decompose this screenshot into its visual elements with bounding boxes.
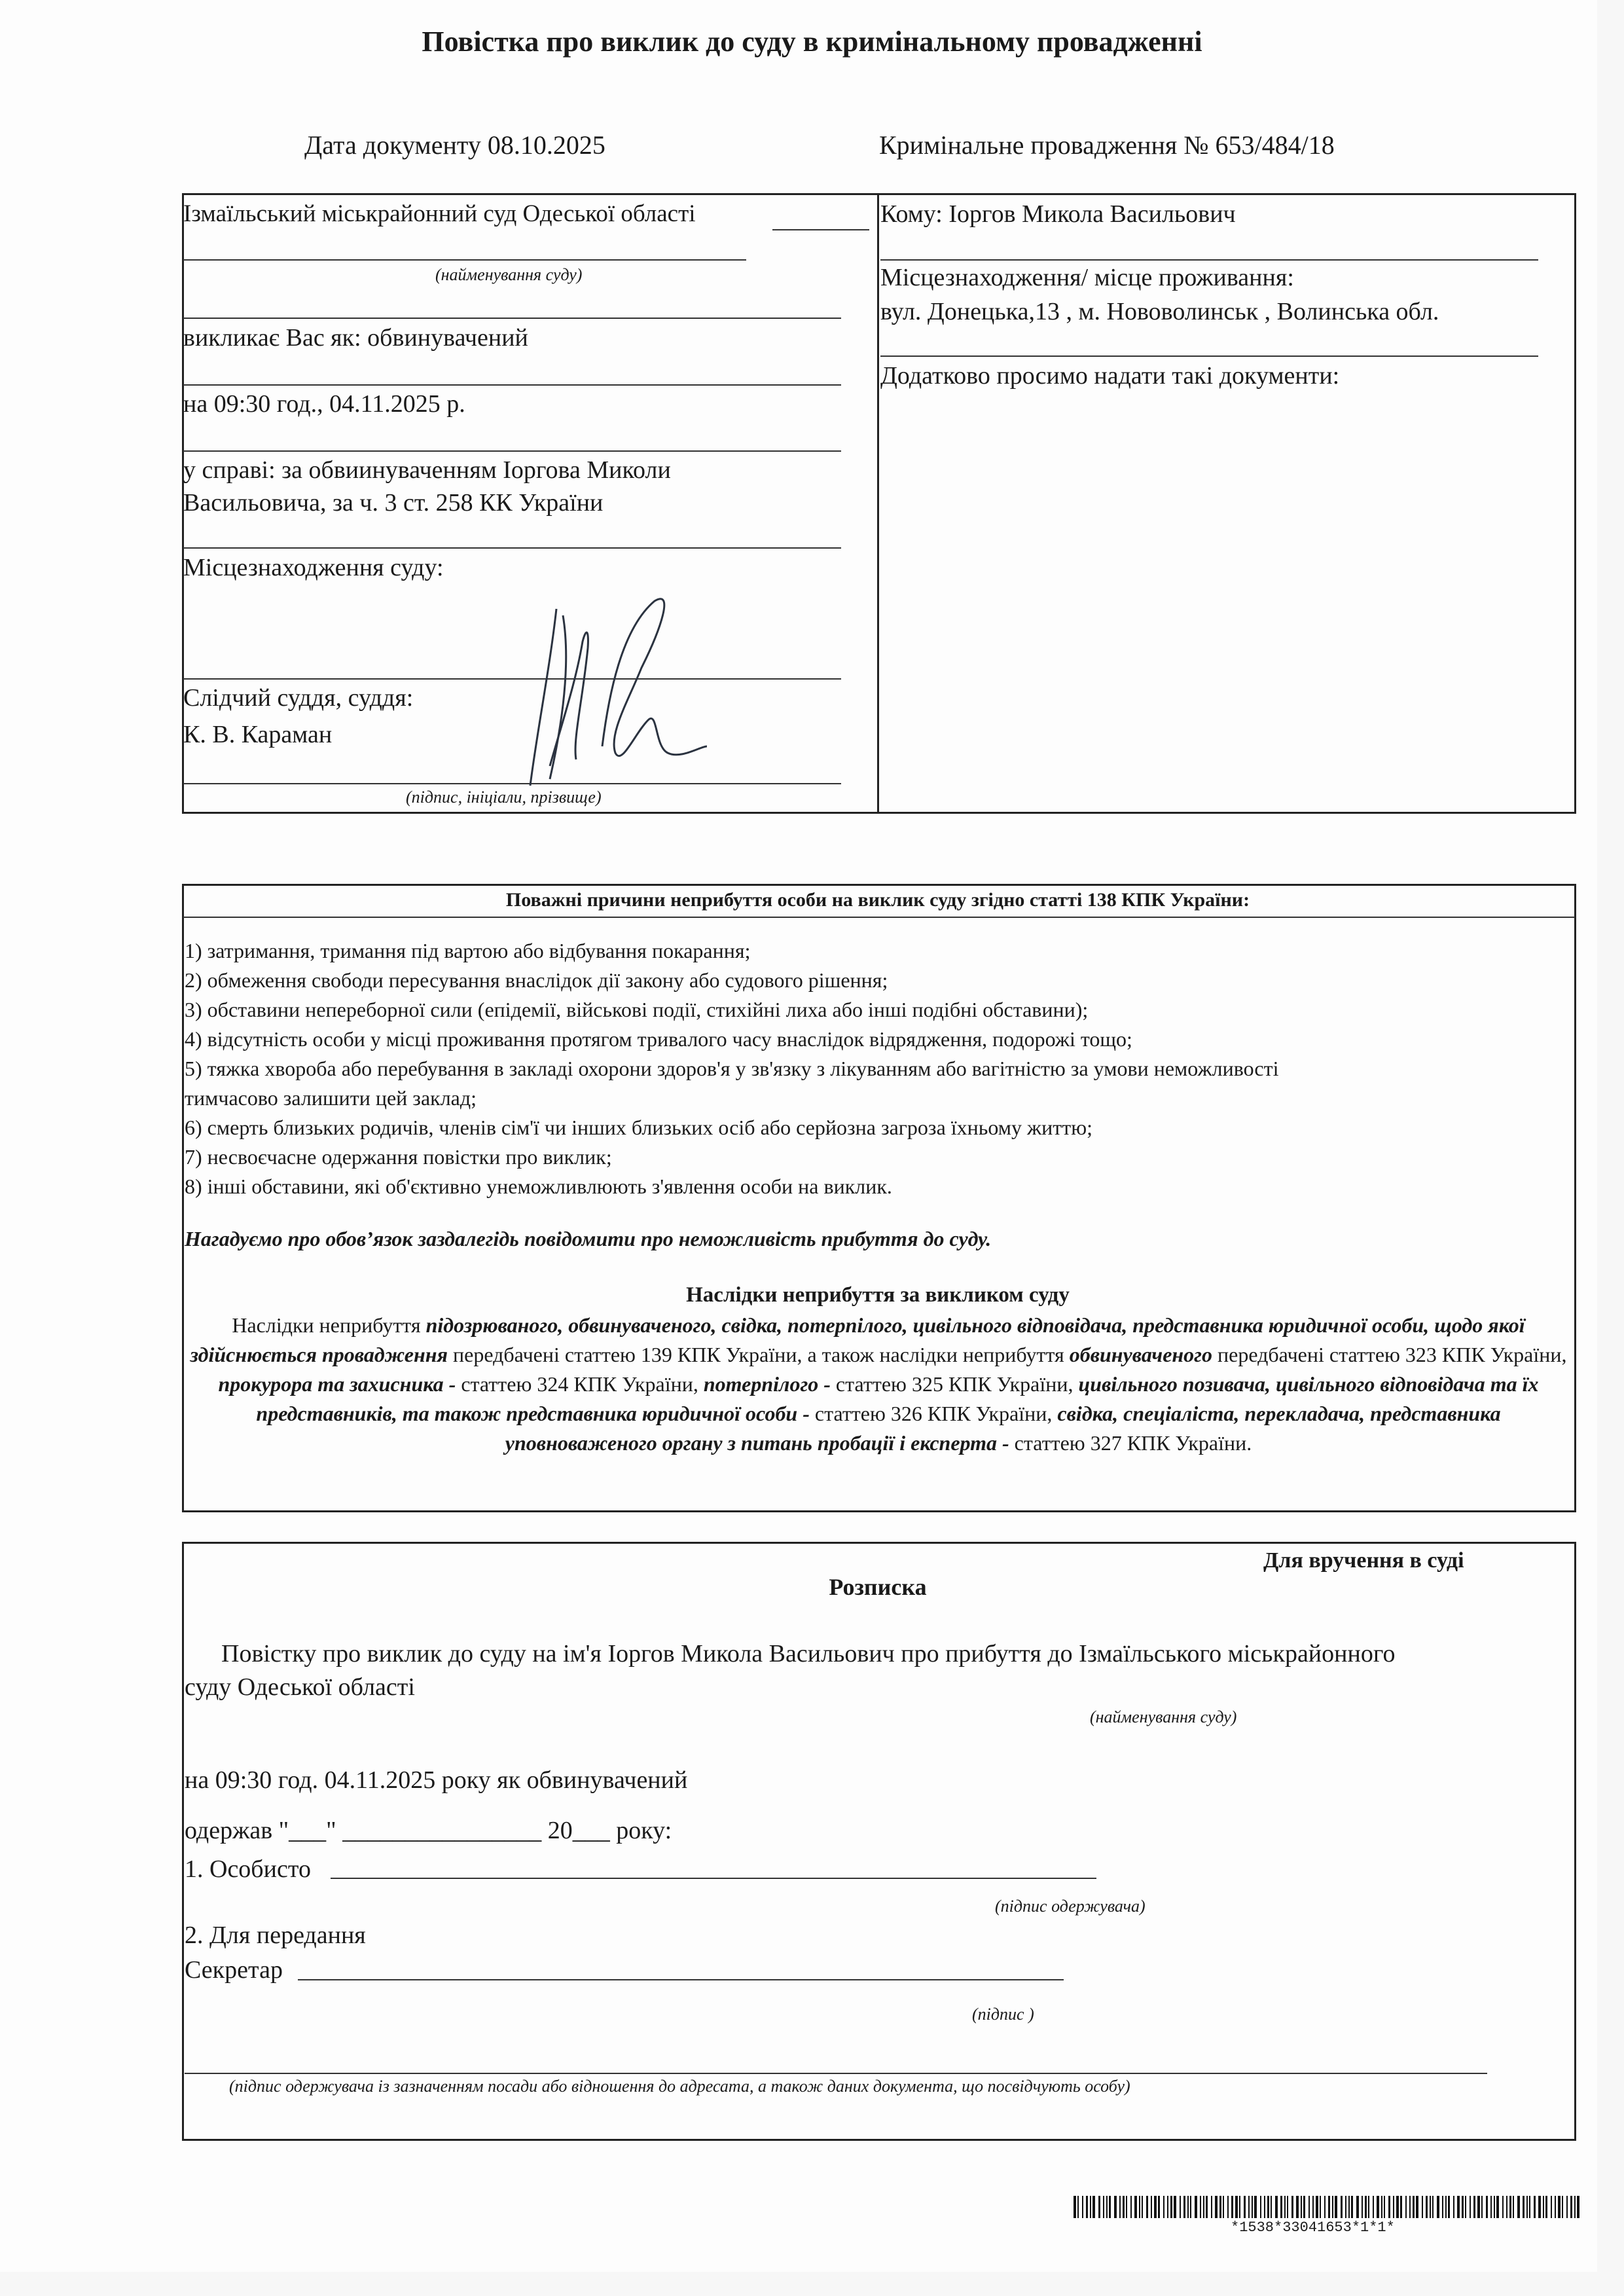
separator <box>183 318 841 319</box>
barcode-bar <box>1248 2196 1250 2218</box>
barcode-bar <box>1345 2196 1346 2218</box>
consequences-title: Наслідки неприбуття за викликом суду <box>686 1283 1070 1307</box>
barcode-bar <box>1324 2196 1326 2218</box>
barcode-bar <box>1163 2196 1164 2218</box>
barcode-bar <box>1432 2196 1434 2218</box>
barcode-bar <box>1494 2196 1495 2218</box>
barcode-bar <box>1103 2196 1104 2218</box>
barcode-bar <box>1341 2196 1343 2218</box>
barcode-bar <box>1174 2196 1176 2218</box>
barcode-bar <box>1577 2196 1579 2218</box>
barcode-bar <box>1203 2196 1204 2218</box>
barcode-bar <box>1291 2196 1293 2218</box>
reasons-title-line <box>183 917 1575 918</box>
barcode-bar <box>1373 2196 1374 2218</box>
barcode-bar <box>1092 2196 1095 2218</box>
barcode-bar <box>1200 2196 1201 2218</box>
barcode-bar <box>1312 2196 1314 2218</box>
consequences-text <box>185 1311 1572 1458</box>
barcode-bar <box>1211 2196 1212 2218</box>
barcode-bar <box>1320 2196 1321 2218</box>
barcode-bar <box>1388 2196 1390 2218</box>
receipt-title: Розписка <box>829 1574 927 1600</box>
barcode-bar <box>1271 2196 1272 2218</box>
reason-item: 7) несвоєчасне одержання повістки про виклик; <box>185 1145 612 1169</box>
secretary-signature-line <box>298 1979 1064 1980</box>
barcode-bar <box>1183 2196 1185 2218</box>
court-caption: (найменування суду) <box>435 265 583 284</box>
barcode-bar <box>1462 2196 1464 2218</box>
barcode-bar <box>1158 2196 1160 2218</box>
barcode-bar <box>1244 2196 1246 2218</box>
barcode-bar <box>1170 2196 1172 2218</box>
reason-item: 2) обмеження свободи пересування внаслідок дії закону або судового рішення; <box>185 968 888 992</box>
recipient-caption: (підпис одержувача) <box>995 1897 1146 1916</box>
barcode-bar <box>1393 2196 1394 2218</box>
consequences-part: прокурора та захисника - <box>218 1372 456 1396</box>
barcode-bar <box>1405 2196 1407 2218</box>
barcode-bar <box>1551 2196 1552 2218</box>
separator <box>880 259 1538 261</box>
barcode-bar <box>1301 2196 1302 2218</box>
barcode-bar <box>1348 2196 1350 2218</box>
barcode-bar <box>1126 2196 1127 2218</box>
reason-item: 8) інші обставини, які об'єктивно унеможливлюють з'явлення особи на виклик. <box>185 1175 892 1198</box>
barcode-bar <box>1445 2196 1447 2218</box>
separator <box>183 450 841 452</box>
barcode-bar <box>1151 2196 1152 2218</box>
barcode-bar <box>1227 2196 1229 2218</box>
case-line-2: Васильовича, за ч. 3 ст. 258 КК України <box>183 489 604 517</box>
barcode-bar <box>1368 2196 1369 2218</box>
barcode-bar <box>1180 2196 1181 2218</box>
barcode-bar <box>1267 2196 1269 2218</box>
barcode-bar <box>1231 2196 1233 2218</box>
barcode-bar <box>1526 2196 1528 2218</box>
barcode-bar <box>1416 2196 1418 2218</box>
barcode-bar <box>1119 2196 1121 2218</box>
barcode <box>1074 2196 1584 2218</box>
reason-item: тимчасово залишити цей заклад; <box>185 1086 477 1110</box>
reason-item: 6) смерть близьких родичів, членів сім'ї чи інших близьких осіб або серйозна загроза їхньому життю; <box>185 1116 1093 1139</box>
barcode-bar <box>1139 2196 1140 2218</box>
barcode-bar <box>1264 2196 1265 2218</box>
recipient: Кому: Іоргов Микола Васильович <box>880 200 1236 228</box>
for-court-label: Для вручення в суді <box>1263 1548 1464 1573</box>
receipt-line-2: суду Одеської області <box>185 1673 415 1701</box>
barcode-bar <box>1187 2196 1189 2218</box>
case-number: Кримінальне провадження № 653/484/18 <box>879 130 1335 160</box>
document-title: Повістка про виклик до суду в кримінальному провадженні <box>422 26 1202 58</box>
barcode-bar <box>1332 2196 1333 2218</box>
barcode-bar <box>1316 2196 1318 2218</box>
barcode-bar <box>1223 2196 1224 2218</box>
case-line-1: у справі: за обвиинуваченням Іоргова Миколи <box>183 456 671 484</box>
recipient-address: вул. Донецька,13 , м. Нововолинськ , Волинська обл. <box>880 298 1439 325</box>
judge-signature <box>511 589 720 799</box>
barcode-bar <box>1426 2196 1428 2218</box>
barcode-bar <box>1558 2196 1561 2218</box>
barcode-bar <box>1254 2196 1257 2218</box>
barcode-bar <box>1502 2196 1504 2218</box>
barcode-bar <box>1543 2196 1544 2218</box>
barcode-bar <box>1280 2196 1282 2218</box>
barcode-bar <box>1473 2196 1475 2218</box>
secretary-label: Секретар <box>185 1956 283 1984</box>
barcode-bar <box>1308 2196 1310 2218</box>
barcode-bar <box>1235 2196 1238 2218</box>
barcode-bar <box>1086 2196 1088 2218</box>
court-name-line-end <box>772 229 869 230</box>
receipt-when: на 09:30 год. 04.11.2025 року як обвинувачений <box>185 1766 688 1794</box>
court-location-label: Місцезнаходження суду: <box>183 554 444 581</box>
consequences-part: цивільного позивача, цивільного відповідача та їх представників, та також представника юридичної особи - <box>256 1372 1539 1425</box>
barcode-bar <box>1142 2196 1143 2218</box>
receipt-transfer: 2. Для передання <box>185 1922 366 1949</box>
receipt-line-1: Повістку про виклик до суду на ім'я Іоргов Микола Васильович про прибуття до Ізмаїльського міськрайонного <box>221 1640 1396 1667</box>
barcode-bar <box>1167 2196 1168 2218</box>
barcode-bar <box>1154 2196 1157 2218</box>
bottom-caption: (підпис одержувача із зазначенням посади або відношення до адресата, а також даних документа, що посвідчують особу) <box>229 2077 1130 2096</box>
hearing-time: на 09:30 год., 04.11.2025 р. <box>183 390 465 418</box>
court-line-2 <box>183 259 746 261</box>
column-divider <box>877 193 879 814</box>
receipt-court-caption: (найменування суду) <box>1090 1707 1237 1726</box>
barcode-bar <box>1215 2196 1218 2218</box>
barcode-bar <box>1523 2196 1525 2218</box>
personally-signature-line <box>331 1878 1096 1879</box>
barcode-bar <box>1506 2196 1507 2218</box>
barcode-bar <box>1384 2196 1385 2218</box>
barcode-bar <box>1453 2196 1454 2218</box>
barcode-bar <box>1356 2196 1359 2218</box>
consequences-part: обвинуваченого <box>1069 1343 1212 1366</box>
reasons-title: Поважні причини неприбуття особи на виклик суду згідно статті 138 КПК України: <box>505 889 1250 911</box>
barcode-bar <box>1146 2196 1148 2218</box>
consequences-part: статтею 324 КПК України, <box>456 1372 704 1396</box>
barcode-bar <box>1409 2196 1411 2218</box>
barcode-bar <box>1074 2196 1076 2218</box>
barcode-bar <box>1260 2196 1261 2218</box>
separator <box>880 355 1538 357</box>
barcode-bar <box>1400 2196 1402 2218</box>
signature-caption: (підпис, ініціали, прізвище) <box>406 788 602 807</box>
barcode-bar <box>1513 2196 1514 2218</box>
barcode-bar <box>1275 2196 1278 2218</box>
court-name: Ізмаїльський міськрайонний суд Одеської області <box>183 200 696 227</box>
barcode-bar <box>1109 2196 1111 2218</box>
reason-item: 3) обставини непереборної сили (епідемії, військові події, стихійні лиха або інші подібні обставини); <box>185 998 1089 1021</box>
consequences-part: передбачені статтею 139 КПК України, а також наслідки неприбуття <box>447 1343 1070 1366</box>
barcode-bar <box>1465 2196 1466 2218</box>
document-date: Дата документу 08.10.2025 <box>304 130 605 160</box>
barcode-bar <box>1574 2196 1576 2218</box>
barcode-bar <box>1470 2196 1471 2218</box>
barcode-bar <box>1413 2196 1415 2218</box>
barcode-bar <box>1555 2196 1556 2218</box>
reasons-list <box>185 936 1566 1201</box>
consequences-part: статтею 327 КПК України. <box>1009 1431 1252 1455</box>
barcode-bar <box>1123 2196 1125 2218</box>
barcode-bar <box>1486 2196 1488 2218</box>
barcode-bar <box>1517 2196 1520 2218</box>
barcode-bar <box>1365 2196 1367 2218</box>
barcode-bar <box>1430 2196 1431 2218</box>
reason-item: 5) тяжка хвороба або перебування в закладі охорони здоров'я у зв'язку з лікуванням або вагітністю за умови неможливості <box>185 1057 1279 1080</box>
consequences-part: свідка, спеціаліста, перекладача, представника уповноваженого органу з питань пробації і експерта - <box>505 1402 1501 1455</box>
judge-name: К. В. Караман <box>183 721 333 748</box>
barcode-bar <box>1219 2196 1221 2218</box>
additional-docs: Додатково просимо надати такі документи: <box>880 362 1340 390</box>
barcode-bar <box>1114 2196 1117 2218</box>
barcode-bar <box>1437 2196 1439 2218</box>
barcode-bar <box>1206 2196 1208 2218</box>
reason-item: 4) відсутність особи у місці проживання протягом тривалого часу внаслідок відрядження, подорожі тощо; <box>185 1027 1132 1051</box>
separator <box>183 384 841 386</box>
separator <box>183 547 841 549</box>
barcode-bar <box>1481 2196 1483 2218</box>
barcode-bar <box>1442 2196 1443 2218</box>
reminder: Нагадуємо про обов’язок заздалегідь повідомити про неможливість прибуття до суду. <box>185 1227 992 1250</box>
barcode-bar <box>1362 2196 1363 2218</box>
summon-as: викликає Вас як: обвинувачений <box>183 324 528 352</box>
barcode-bar <box>1098 2196 1100 2218</box>
barcode-bar <box>1381 2196 1382 2218</box>
barcode-bar <box>1134 2196 1137 2218</box>
location-label: Місцезнаходження/ місце проживання: <box>880 264 1294 291</box>
receipt-received: одержав "___" ________________ 20___ року: <box>185 1817 672 1844</box>
barcode-bar <box>1252 2196 1253 2218</box>
secretary-caption: (підпис ) <box>972 2005 1034 2024</box>
consequences-part: передбачені статтею 323 КПК України, <box>1212 1343 1567 1366</box>
reason-item: 1) затримання, тримання під вартою або відбування покарання; <box>185 939 751 962</box>
barcode-bar <box>1457 2196 1460 2218</box>
consequences-part: Наслідки неприбуття <box>232 1313 426 1337</box>
barcode-bar <box>1562 2196 1563 2218</box>
barcode-bar <box>1077 2196 1079 2218</box>
barcode-bar <box>1190 2196 1191 2218</box>
consequences-part: статтею 326 КПК України, <box>809 1402 1058 1425</box>
barcode-bar <box>1195 2196 1197 2218</box>
judge-label: Слідчий суддя, суддя: <box>183 684 414 712</box>
barcode-bar <box>1106 2196 1108 2218</box>
barcode-bar <box>1566 2196 1568 2218</box>
barcode-bar <box>1529 2196 1530 2218</box>
barcode-text: *1538*33041653*1*1* <box>1231 2219 1395 2236</box>
barcode-bar <box>1509 2196 1511 2218</box>
barcode-bar <box>1496 2196 1499 2218</box>
consequences-part: статтею 325 КПК України, <box>830 1372 1079 1396</box>
barcode-bar <box>1448 2196 1450 2218</box>
barcode-bar <box>1570 2196 1572 2218</box>
consequences-part: підозрюваного, обвинуваченого, свідка, потерпілого, цивільного відповідача, представника юридичної особи, щодо якої здійснюється провадження <box>190 1313 1525 1366</box>
barcode-bar <box>1130 2196 1132 2218</box>
barcode-bar <box>1396 2196 1399 2218</box>
receipt-personally: 1. Особисто <box>185 1855 311 1883</box>
barcode-bar <box>1490 2196 1492 2218</box>
barcode-bar <box>1287 2196 1288 2218</box>
barcode-bar <box>1335 2196 1337 2218</box>
barcode-bar <box>1545 2196 1547 2218</box>
barcode-bar <box>1534 2196 1536 2218</box>
barcode-bar <box>1239 2196 1240 2218</box>
barcode-bar <box>1284 2196 1286 2218</box>
barcode-bar <box>1377 2196 1379 2218</box>
barcode-bar <box>1477 2196 1480 2218</box>
barcode-bar <box>1296 2196 1299 2218</box>
bottom-signature-line <box>185 2073 1487 2074</box>
barcode-bar <box>1303 2196 1305 2218</box>
barcode-bar <box>1351 2196 1353 2218</box>
barcode-bar <box>1328 2196 1330 2218</box>
consequences-part: потерпілого - <box>703 1372 831 1396</box>
barcode-bar <box>1538 2196 1541 2218</box>
barcode-bar <box>1090 2196 1091 2218</box>
barcode-bar <box>1082 2196 1083 2218</box>
barcode-bar <box>1422 2196 1423 2218</box>
